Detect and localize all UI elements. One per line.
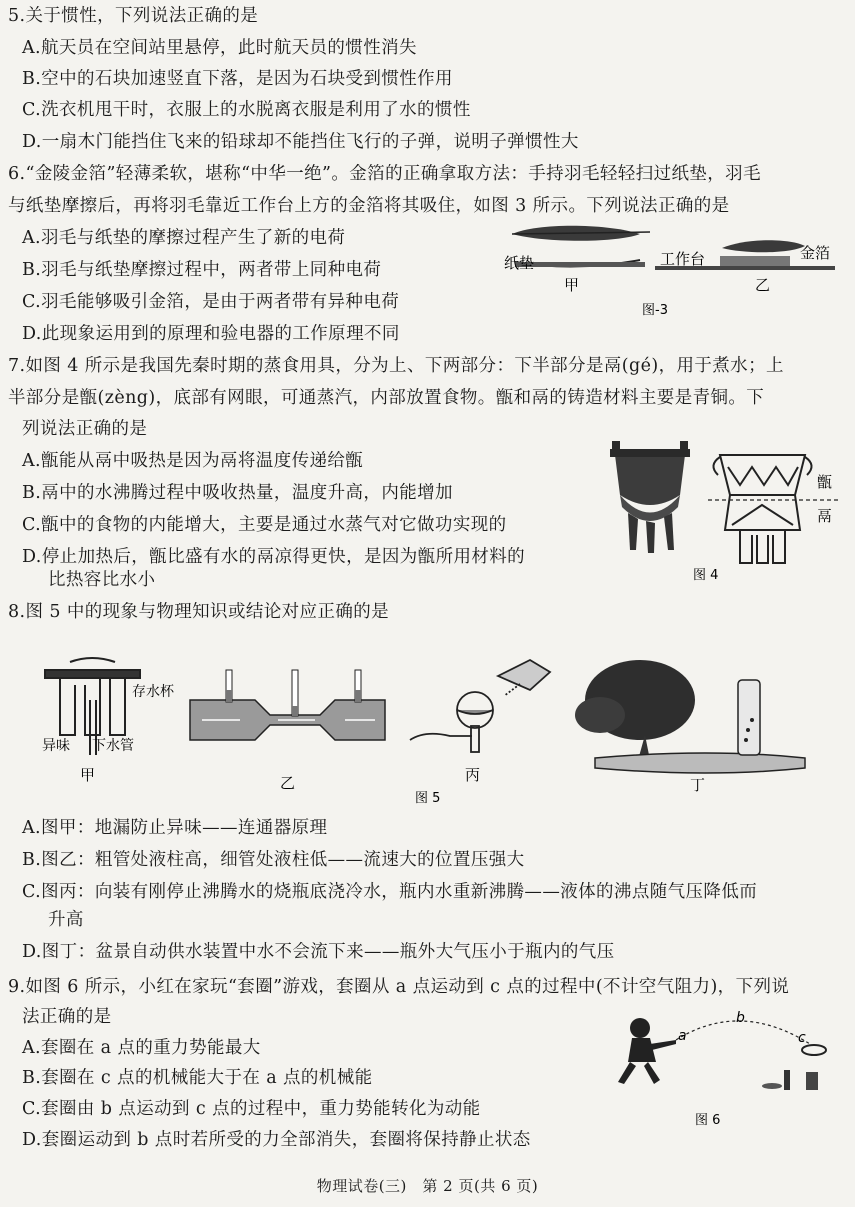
q9-option-d: D.套圈运动到 b 点时若所受的力全部消失，套圈将保持静止状态: [22, 1130, 531, 1150]
figure-6-caption: 图 6: [695, 1113, 721, 1128]
q7-option-a: A.甑能从鬲中吸热是因为鬲将温度传递给甑: [22, 451, 364, 471]
label-fig5-jia: 甲: [80, 766, 96, 784]
q6-stem-line2: 与纸垫摩擦后，再将羽毛靠近工作台上方的金箔将其吸住，如图 3 所示。下列说法正确的是: [8, 196, 730, 216]
label-fig5-ding: 丁: [690, 776, 706, 794]
q9-option-a: A.套圈在 a 点的重力势能最大: [22, 1038, 261, 1058]
steamer-schematic: [713, 455, 811, 563]
q7-option-d-continued: 比热容比水小: [48, 570, 156, 590]
q5-option-b: B.空中的石块加速竖直下落，是因为石块受到惯性作用: [22, 69, 453, 89]
q8-option-d: D.图丁：盆景自动供水装置中水不会流下来——瓶外大气压小于瓶内的气压: [22, 942, 615, 962]
q7-option-b: B.鬲中的水沸腾过程中吸收热量，温度升高，内能增加: [22, 483, 453, 503]
q6-option-c: C.羽毛能够吸引金箔，是由于两者带有异种电荷: [22, 292, 400, 312]
q5-option-c: C.洗衣机甩干时，衣服上的水脱离衣服是利用了水的惯性: [22, 100, 471, 120]
q7-stem-line2: 半部分是甑(zèng)，底部有网眼，可通蒸汽，内部放置食物。甑和鬲的铸造材料主要是青铜。下: [8, 388, 765, 408]
q9-stem-line1: 9.如图 6 所示，小红在家玩“套圈”游戏，套圈从 a 点运动到 c 点的过程中(不计空气阻力)，下列说: [8, 977, 790, 997]
q5-option-d: D.一扇木门能挡住飞来的铅球却不能挡住飞行的子弹，说明子弹惯性大: [22, 132, 579, 152]
q8-option-a: A.图甲：地漏防止异味——连通器原理: [22, 818, 328, 838]
point-a: a: [678, 1028, 687, 1044]
figure-5-phenomena: [30, 640, 830, 810]
q8-option-c-continued: 升高: [48, 910, 84, 930]
figure-3-caption: 图-3: [642, 303, 668, 318]
label-zeng: 甑: [817, 473, 833, 491]
q8-option-c: C.图丙：向装有刚停止沸腾水的烧瓶底浇冷水，瓶内水重新沸腾——液体的沸点随气压降低而: [22, 882, 758, 902]
figure-3-gold-foil: [500, 220, 845, 325]
q7-option-d: D.停止加热后，甑比盛有水的鬲凉得更快，是因为甑所用材料的: [22, 547, 526, 567]
label-work-table: 工作台: [660, 250, 706, 268]
target-toy: [806, 1072, 818, 1090]
q7-stem-line3: 列说法正确的是: [22, 419, 148, 439]
figure-5-caption: 图 5: [415, 791, 441, 806]
label-fig5-bing: 丙: [465, 766, 481, 784]
flask-diagram: [410, 660, 550, 752]
ring-icon: [802, 1045, 826, 1055]
label-jia: 甲: [564, 276, 580, 294]
label-odor: 异味: [42, 738, 70, 754]
label-water-cup: 存水杯: [132, 684, 174, 700]
q7-stem-line1: 7.如图 4 所示是我国先秦时期的蒸食用具，分为上、下两部分：下半部分是鬲(gé)，用于煮水；上: [8, 356, 784, 376]
bronze-vessel-photo: [610, 441, 690, 553]
q8-stem: 8.图 5 中的现象与物理知识或结论对应正确的是: [8, 602, 390, 622]
target-base: [762, 1083, 782, 1089]
figure-4-caption: 图 4: [693, 568, 719, 583]
label-drain-pipe: 下水管: [92, 738, 134, 754]
q7-option-c: C.甑中的食物的内能增大，主要是通过水蒸气对它做功实现的: [22, 515, 507, 535]
label-li: 鬲: [817, 507, 833, 525]
feather-icon-2: [722, 240, 805, 252]
q6-stem-line1: 6.“金陵金箔”轻薄柔软，堪称“中华一绝”。金箔的正确拿取方法：手持羽毛轻轻扫过纸垫，羽毛: [8, 164, 761, 184]
q8-option-b: B.图乙：粗管处液柱高，细管处液柱低——流速大的位置压强大: [22, 850, 525, 870]
q5-stem: 5.关于惯性，下列说法正确的是: [8, 6, 259, 26]
q9-option-c: C.套圈由 b 点运动到 c 点的过程中，重力势能转化为动能: [22, 1099, 481, 1119]
girl-figure: [618, 1018, 676, 1084]
venturi-tube-diagram: [190, 670, 385, 740]
q5-option-a: A.航天员在空间站里悬停，此时航天员的惯性消失: [22, 38, 417, 58]
gold-foil: [720, 256, 790, 266]
q6-option-d: D.此现象运用到的原理和验电器的工作原理不同: [22, 324, 400, 344]
point-c: c: [798, 1030, 806, 1046]
label-gold-foil: 金箔: [800, 244, 831, 262]
label-yi: 乙: [755, 276, 771, 294]
q9-option-b: B.套圈在 c 点的机械能大于在 a 点的机械能: [22, 1068, 373, 1088]
figure-4-steamer: [600, 435, 850, 585]
target-post: [784, 1070, 790, 1090]
label-fig5-yi: 乙: [280, 774, 296, 792]
label-paper-pad: 纸垫: [504, 254, 535, 272]
bonsai-diagram: [575, 660, 805, 773]
q6-option-a: A.羽毛与纸垫的摩擦过程产生了新的电荷: [22, 228, 346, 248]
page-footer: 物理试卷(三) 第 2 页(共 6 页): [316, 1177, 539, 1195]
figure-6-ring-toss: [600, 1010, 845, 1130]
q6-option-b: B.羽毛与纸垫摩擦过程中，两者带上同种电荷: [22, 260, 382, 280]
q9-stem-line2: 法正确的是: [22, 1007, 112, 1027]
point-b: b: [736, 1010, 745, 1026]
